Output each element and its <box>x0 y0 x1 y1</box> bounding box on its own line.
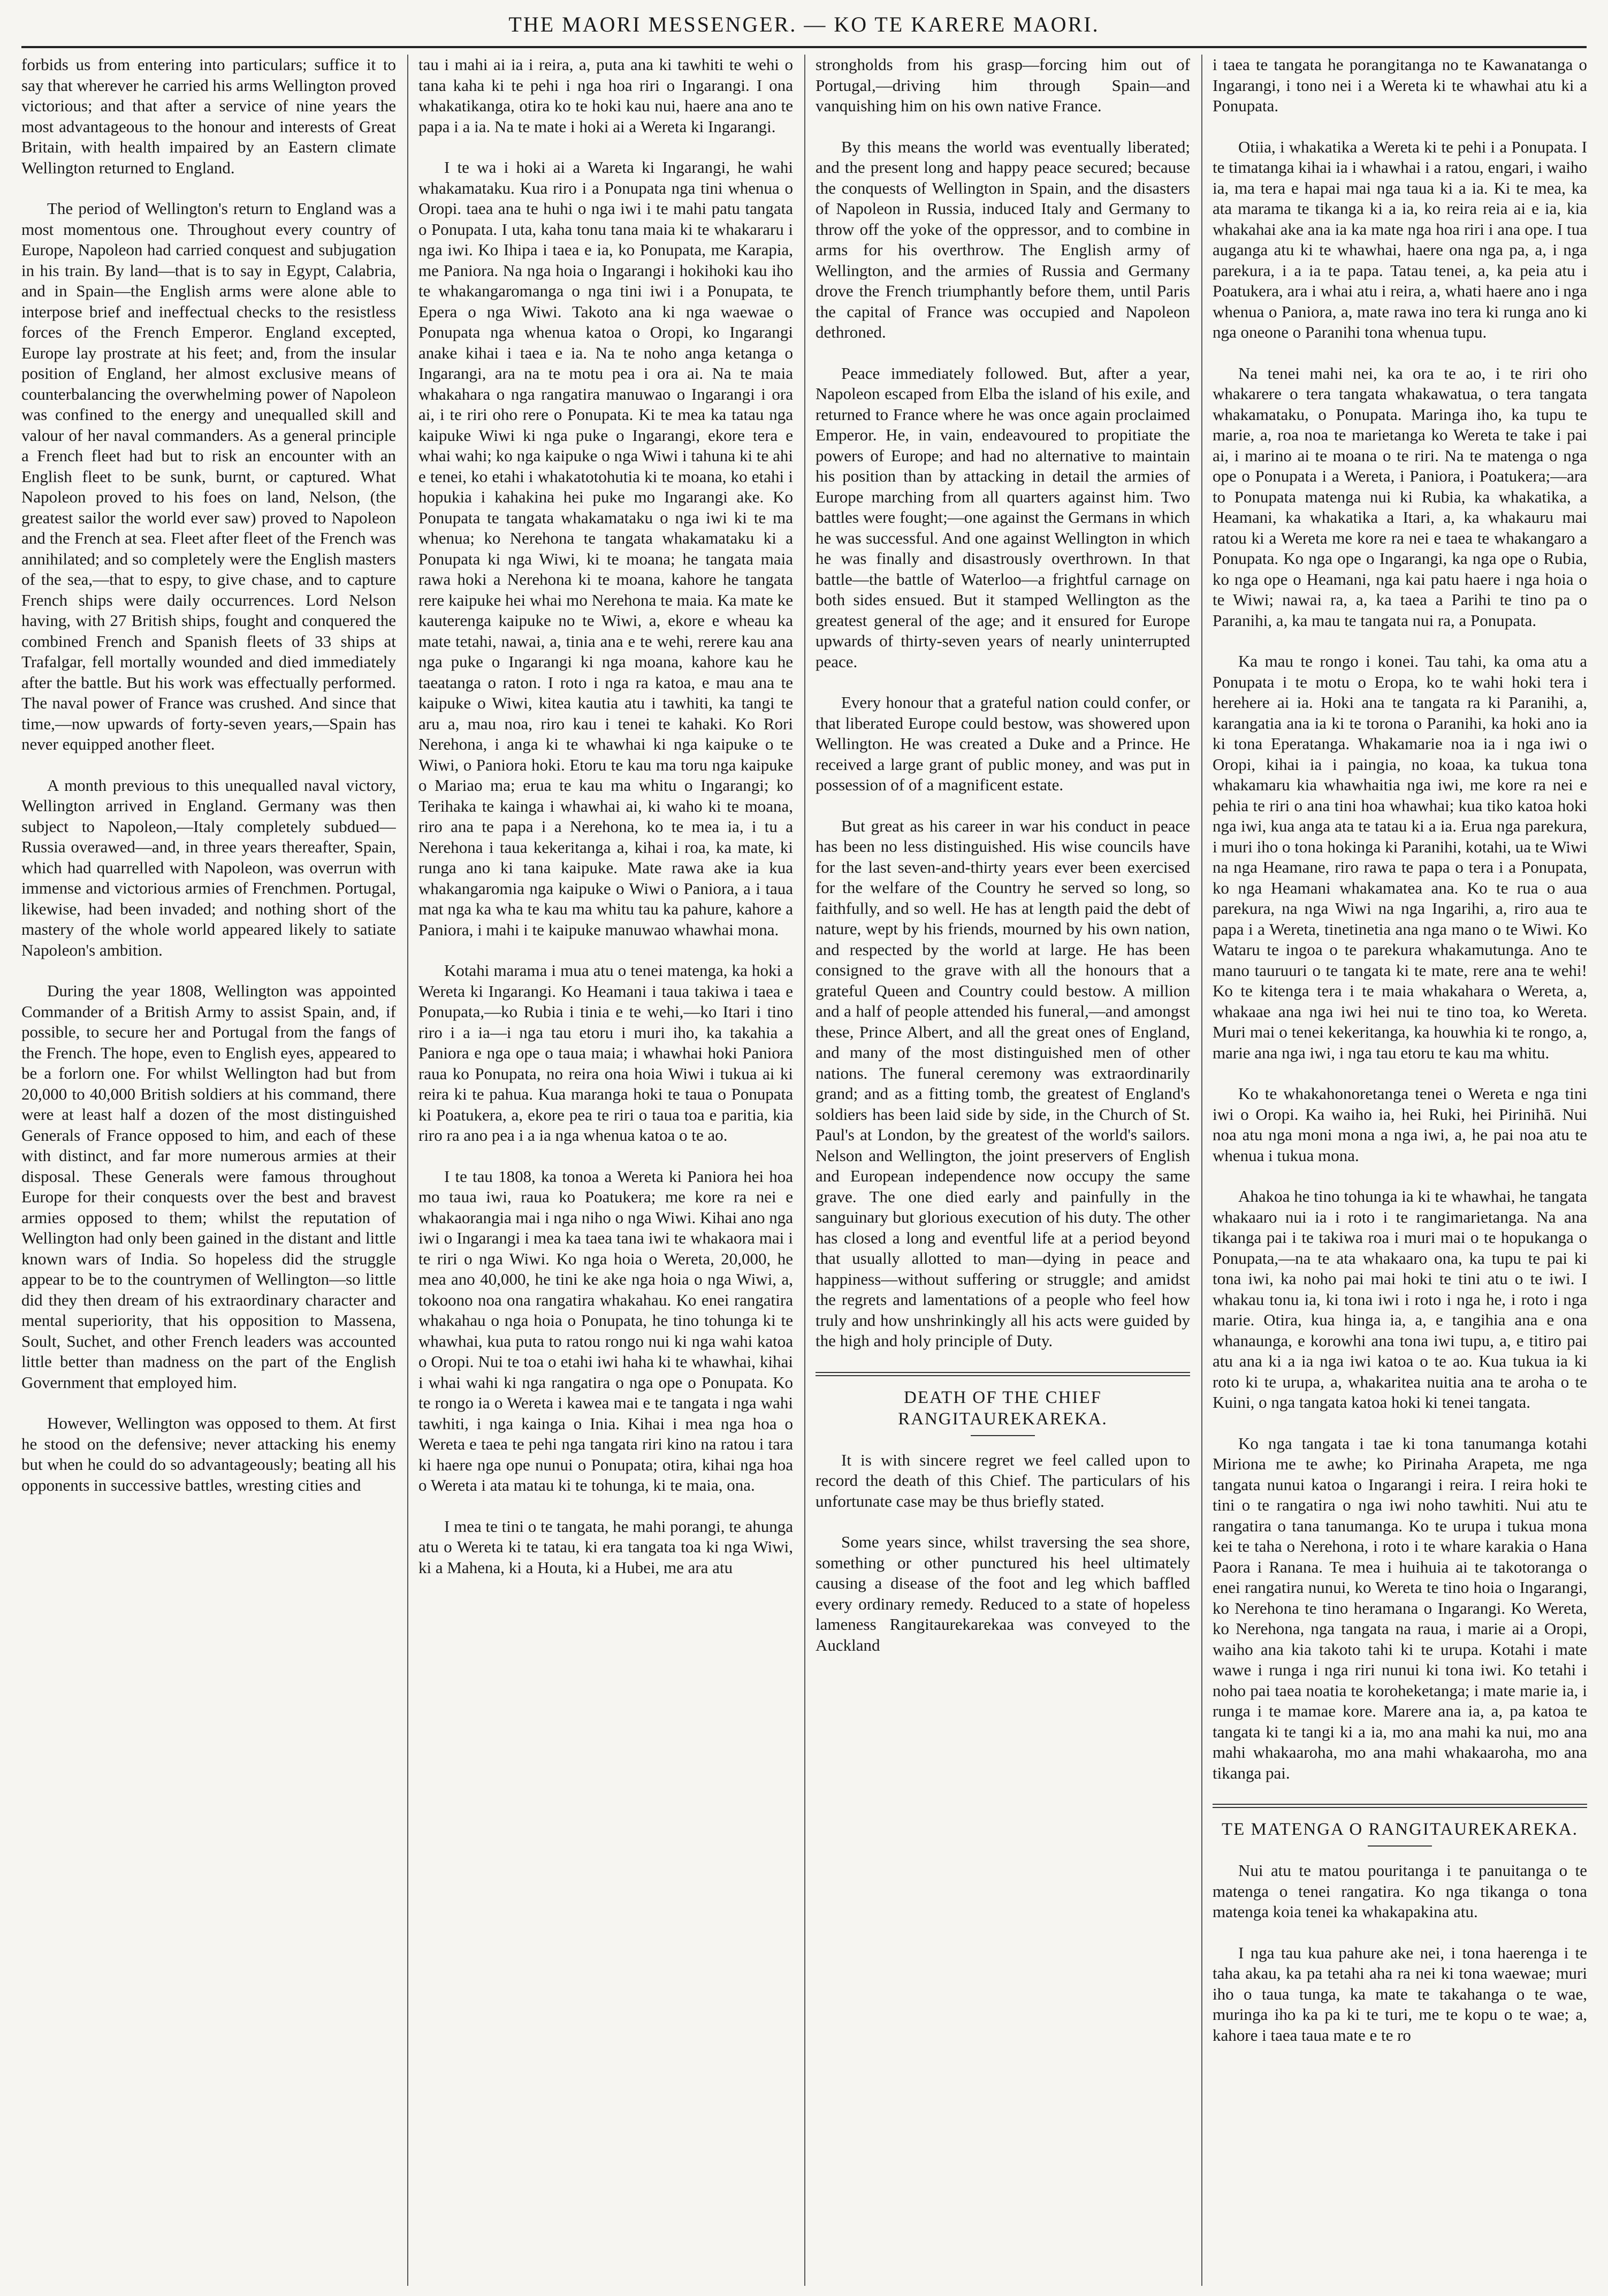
page-columns <box>21 55 1587 2286</box>
column-1 <box>21 55 396 2286</box>
masthead-rule <box>21 46 1587 48</box>
paragraph: A month previous to this unequalled naval victory, Wellington arrived in England. Germany was then subject to Napoleon,—Italy completely subdued—Russia overawed—and, in three years thereafter, Spain, which had quarrelled with Napoleon, was overrun with immense and victorious armies of Frenchmen. Portugal, likewise, had been invaded; and nothing short of the mastery of the whole world appeared likely to satiate Napoleon's ambition. <box>21 775 396 959</box>
paragraph: strongholds from his grasp—forcing him out of Portugal,—driving him through Spain—and vanquishing him on his own native France. <box>816 55 1190 115</box>
paragraph: I te tau 1808, ka tonoa a Wereta ki Paniora hei hoa mo taua iwi, raua ko Poatukera; me kore ra nei e whakaorangia mai i nga niho o nga Wiwi. Kihai ano nga iwi o Ingarangi i mea ka taea tana iwi te whakaora mai i te riri o nga Wiwi. Ko nga hoia o Wereta, 20,000, he mea ano 40,000, he tini ke ake nga hoia o nga Wiwi, a, tokoono noa ona rangatira whakahau. Ko enei rangatira whakahau o nga hoia o Ponupata, he tino tohunga ki te whawhai, kua puta to ratou rongo nui ki nga wahi katoa o Oropi. Nui te toa o etahi iwi haha ki te whawhai, kihai i whai wahi ki nga rangatira o nga ope o Ponupata. Ko te rongo ia o Wereta i kawea mai e te tangata i nga wahi tawhiti, i nga kainga o Inia. Kihai i mea nga hoa o Wereta e taea te pehi nga tangata riri kino na ratou i tara ki haere nga ope nunui o Ponupata; otira, kihai nga hoa o Wereta i ata matau ki te tohunga, ki te maia, ona. <box>418 1166 793 1494</box>
column-divider <box>804 55 805 2286</box>
paragraph: forbids us from entering into particulars; suffice it to say that wherever he carried his arms Wellington proved victorious; and that after a service of nine years the most advantageous to the honour and interests of Great Britain, with health impaired by an Eastern climate Wellington returned to England. <box>21 55 396 177</box>
heading-rule <box>1368 1845 1432 1847</box>
paragraph: I te wa i hoki ai a Wareta ki Ingarangi, he wahi whakamataku. Kua riro i a Ponupata nga tini whenua o Oropi. taea ana te huhi o nga iwi i te mahi patu tangata o Ponupata. I uta, kaha tonu tana maia ki te whakararu i nga iwi. Ko Ihipa i taea e ia, ko Ponupata, me Karapia, me Paniora. Na nga hoia o Ingarangi i hokihoki kau iho te whakangaromanga o nga tini iwi i a Ponupata, te Epera o nga Wiwi. Takoto ana ki nga waewae o Ponupata nga whenua katoa o Oropi, ko Ingarangi anake kihai i taea e ia. Na te noho anga ketanga o Ingarangi, ara na te motu pea i ora ai. Na te maia whakahara o nga rangatira manuwao o Ingarangi i ora ai, i te riri oho rere o Ponupata. Ki te mea ka tatau nga kaipuke Wiwi ki nga puke o Ingarangi, ekore tera e whai wahi; ko nga kaipuke o nga Wiwi i tahuna ki te ahi e tenei, ko etahi i whakatotohutia ki te moana, ko etahi i hopukia i kahakina hei puke mo Ingarangi ake. Ko Ponupata te tangata whakamataku o nga iwi ki te ma whenua; ko Nerehona te tangata whakamataku ki a Ponupata ki nga Wiwi, ki te moana; he tangata maia rawa hoki a Nerehona ki te moana, kahore he tangata rere kaipuke hei whai mo Nerehona te maia. Ka mate ke kauterenga kaipuke no te Wiwi, a, ekore e wheau ka mate tetahi, nawai, a, tinia ana e te wehi, rerere kau ana nga puke o Ingarangi ki nga moana, kahore kau he taeatanga o raton. I roto i nga ra katoa, e mau ana te kaipuke o Wiwi, kitea kautia atu i tawhiti, ka tangi te aru a, mau noa, riro kau i tenei te kahaki. Ko Rori Nerehona, i anga ki te whawhai ki nga kaipuke o te Wiwi, o Paniora hoki. Etoru te kau ma toru nga kaipuke o Mariao ma; erua te kau ma whitu o Ingarangi; ko Terihaka te kainga i whawhai ai, ki waho ki te moana, riro ana te papa i a Nerehona, ko te mea ia, i tu a Nerehona i taua kekeritanga a, kihai i roa, ka mate, ki runga ano ki tana kaipuke. Mate rawa ake ia kua whakangaromia nga kaipuke o Wiwi o Paniora, a i taua mat nga ka wha te kau ma whitu tau ka pahure, kahore a Paniora, i mahi i te kaipuke manuwao whawhai mona. <box>418 158 793 939</box>
article-heading-death-mi: TE MATENGA O RANGITAUREKAREKA. <box>1222 1820 1578 1839</box>
paragraph: During the year 1808, Wellington was appointed Commander of a British Army to assist Spain, and, if possible, to secure her and Portugal from the fangs of the French. The hope, even to English eyes, appeared to be a forlorn one. For whilst Wellington had but from 20,000 to 40,000 British soldiers at his command, there were at least half a dozen of the most distinguished Generals of France opposed to him, and each of these with distinct, and far more numerous armies at their disposal. These Generals were famous throughout Europe for their conquests over the best and bravest armies opposed to them; whilst the reputation of Wellington had only been gained in the distant and little known wars of India. So hopeless did the struggle appear to be to the countrymen of Wellington—so little did they then dream of his extraordinary character and mental superiority, that his opposition to Massena, Soult, Suchet, and other French leaders was accounted little better than madness on the part of the English Government that employed him. <box>21 981 396 1392</box>
article-heading-death-en: DEATH OF THE CHIEF RANGITAUREKAREKA. <box>898 1387 1108 1429</box>
column-divider <box>1201 55 1202 2286</box>
paragraph: However, Wellington was opposed to them. At first he stood on the defensive; never attacking his enemy but when he could do so advantageously; beating all his opponents in successive battles, wresting cities and <box>21 1414 396 1494</box>
paragraph: Nui atu te matou pouritanga i te panuitanga o te matenga o tenei rangatira. Ko nga tikanga o tona matenga koia tenei ka whakapakina atu. <box>1213 1861 1587 1921</box>
paragraph: Peace immediately followed. But, after a year, Napoleon escaped from Elba the island of his exile, and returned to France where he was once again proclaimed Emperor. He, in vain, endeavoured to propitiate the powers of Europe; and had no alternative to maintain his position than by attacking in detail the armies of Europe marching from all quarters against him. Two battles were fought;—one against the Germans in which he was successful. And one against Wellington in which he was finally and disastrously overthrown. In that battle—the battle of Waterloo—a frightful carnage on both sides ensued. But it stamped Wellington as the greatest general of the age; and it ensured for Europe upwards of thirty-seven years of nearly uninterrupted peace. <box>816 363 1190 671</box>
paragraph: Some years since, whilst traversing the sea shore, something or other punctured his heel ultimately causing a disease of the foot and leg which baffled every ordinary remedy. Reduced to a state of hopeless lameness Rangitaurekarekaa was conveyed to the Auckland <box>816 1532 1190 1654</box>
paragraph: The period of Wellington's return to England was a most momentous one. Throughout every country of Europe, Napoleon had carried conquest and subjugation in his train. By land—that is to say in Egypt, Calabria, and in Spain—the English arms were alone able to interpose brief and ineffectual checks to the resistless forces of the French Emperor. England excepted, Europe lay prostrate at his feet; and, from the insular position of England, her almost exclusive means of counterbalancing the overwhelming power of Napoleon was confined to the energy and unequalled skill and valour of her naval commanders. As a general principle a French fleet had but to risk an encounter with an English fleet to be sunk, burnt, or captured. What Napoleon proved to his foes on land, Nelson, (the greatest sailor the world ever saw) proved to Napoleon and the French at sea. Fleet after fleet of the French was annihilated; and so completely were the English masters of the sea,—that to espy, to give chase, and to capture French ships were daily occurrences. Lord Nelson having, with 27 British ships, fought and conquered the combined French and Spanish fleets of 33 ships at Trafalgar, fell mortally wounded and died immediately after the battle. But his work was effectually performed. The naval power of France was crushed. And since that time,—now upwards of forty-seven years,—Spain has never equipped another fleet. <box>21 199 396 753</box>
heading-rule <box>971 1435 1035 1436</box>
section-divider <box>1213 1804 1587 1808</box>
paragraph: Every honour that a grateful nation could confer, or that liberated Europe could bestow, was showered upon Wellington. He was created a Duke and a Prince. He received a large grant of public money, and was put in possession of of a magnificent estate. <box>816 693 1190 794</box>
paragraph: Ko te whakahonoretanga tenei o Wereta e nga tini iwi o Oropi. Ka waiho ia, hei Ruki, hei Pirinihā. Nui noa atu nga moni mona a nga iwi, a, he pai noa atu te whenua i tukua mona. <box>1213 1084 1587 1165</box>
paragraph: Kotahi marama i mua atu o tenei matenga, ka hoki a Wereta ki Ingarangi. Ko Heamani i taua takiwa i taea e Ponupata,—ko Rubia i tinia e te wehi,—ko Itari i tino riro i a ia—i nga tau etoru i muri iho, ka takahia a Paniora e nga ope o taua maia; i whawhai hoki Paniora raua ko Ponupata, no reira ona hoia Wiwi i tukua ai ki reira ki te pahua. Kua maranga hoki te taua o Ponupata ki Poatukera, a, ekore pea te riri o taua toa e paritia, kia riro ra ano pea i a ia nga whenua katoa o te ao. <box>418 961 793 1145</box>
paragraph: Ahakoa he tino tohunga ia ki te whawhai, he tangata whakaaro nui ia i roto i te rangimarietanga. Na ana tikanga pai i te takiwa roa i muri mai o te hopukanga o Ponupata,—na te ata whakaaro ona, ka tupu te pai ki tona iwi, ka noho pai mai hoki te tini atu o te iwi. I whakau tonu ia, ki tona iwi i roto i nga he, i roto i nga marie. Otira, kua hinga ia, a, e tangihia ana e ona whanaunga, e korowhi ana tona iwi tupu, a, e titiro pai atu ana ki a ia nga iwi katoa o te ao. Kua tukua ia ki roto ki te urupa, a, whakaritea nuitia ana te aroha o te Kuini, o nga tangata katoa hoki ki tenei tangata. <box>1213 1187 1587 1412</box>
column-divider <box>407 55 408 2286</box>
masthead-title: THE MAORI MESSENGER. — KO TE KARERE MAORI. <box>508 12 1100 36</box>
column-2 <box>418 55 793 2286</box>
paragraph: tau i mahi ai ia i reira, a, puta ana ki tawhiti te wehi o tana kaha ki te pehi i nga hoa riri o Ingarangi. I ona whakatikanga, otira ko te hoki kau nui, haere ana ano te papa i a ia. Na te mate i hoki ai a Wereta ki Ingarangi. <box>418 55 793 136</box>
paragraph: I nga tau kua pahure ake nei, i tona haerenga i te taha akau, ka pa tetahi aha ra nei ki tona waewae; muri iho o taua tunga, ka mate te takahanga o te wae, muringa iho ka pa ki te turi, me te kopu o te wae; a, kahore i taea taua mate e te ro <box>1213 1943 1587 2045</box>
paragraph: I mea te tini o te tangata, he mahi porangi, te ahunga atu o Wereta ki te tatau, ki era tangata toa ki nga Wiwi, ki a Mahena, ki a Houta, ki a Hubei, me ara atu <box>418 1516 793 1577</box>
paragraph: Otiia, i whakatika a Wereta ki te pehi i a Ponupata. I te timatanga kihai ia i whawhai i a ratou, engari, i waiho ia, ma tera e hapai mai nga taua ki a ia. Ki te mea, ka ata marama te tikanga ki a ia, ko reira reia ai e ia, kia whakahai ake ana ia ka mate nga hoa riri i ana ope. I tua auganga atu ki te whawhai, haere ona nga pa, a, i nga parekura, i a ia te papa. Tatau tenei, a, ka peia atu i Poatukera, ara i whai atu i reira, a, whati haere ano i nga whenua o Paniora, a, mate rawa ino tera ki runga ano ki nga oneone o Paranihi tona whenua tupu. <box>1213 137 1587 341</box>
paragraph: By this means the world was eventually liberated; and the present long and happy peace secured; because the conquests of Wellington in Spain, and the disasters of Napoleon in Russia, induced Italy and Germany to throw off the yoke of the oppressor, and to combine in arms for his overthrow. The English army of Wellington, and the armies of Russia and Germany drove the French triumphantly before them, until Paris the capital of France was occupied and Napoleon dethroned. <box>816 137 1190 341</box>
column-3 <box>816 55 1190 2286</box>
paragraph: i taea te tangata he porangitanga no te Kawanatanga o Ingarangi, i tono nei i a Wereta ki te whawhai atu ki a Ponupata. <box>1213 55 1587 115</box>
paragraph: Ko nga tangata i tae ki tona tanumanga kotahi Miriona me te awhe; ko Pirinaha Arapeta, me nga tangata nunui katoa o Ingarangi i reira. I reira hoki te tini o te rangatira o nga iwi noho tawhiti. Nui atu te rangatira o tana tanumanga. Ko te urupa i tukua mona kei te taha o Nerehona, i roto i te whare karakia o Hana Paora i Ranana. Te mea i huihuia ai te takotoranga o enei rangatira nunui, ko Wereta te tino hoia o Ingarangi, ko Nerehona te tino heramana o Ingarangi. Ko Wereta, ko Nerehona, nga tangata na raua, i marie ai a Oropi, waiho ana kia takoto tahi ki te urupa. Kotahi i mate wawe i runga i nga riri nunui ki tona iwi. Ko tetahi i noho pai taea noatia te koroheketanga; i mate marie ia, i runga i te mamae kore. Marere ana ia, a, pa katoa te tangata ki te tangi ki a ia, mo ana mahi ka nui, mo ana mahi whakaaroha, mo ana mahi whakaaroha, mo ana tikanga pai. <box>1213 1433 1587 1782</box>
paragraph: But great as his career in war his conduct in peace has been no less distinguished. His wise councils have for the last seven-and-thirty years ever been exercised for the welfare of the Country he served so long, so faithfully, and so well. He has at length paid the debt of nature, wept by his friends, mourned by his own nation, and respected by the world at large. He has been consigned to the grave with all the honours that a grateful Queen and Country could bestow. A million and a half of people attended his funeral,—and amongst these, Prince Albert, and all the great ones of England, and many of the most distinguished men of other nations. The funeral ceremony was extraordinarily grand; and as a fitting tomb, the greatest of England's soldiers has been laid side by side, in the Church of St. Paul's at London, by the greatest of the world's sailors. Nelson and Wellington, the joint preservers of English and European independence now occupy the same grave. The one died early and painfully in the sanguinary but glorious execution of his duty. The other has closed a long and eventful life at a period beyond that usually allotted to man—dying in peace and happiness—without suffering or struggle; and amidst the regrets and lamentations of a people who feel how truly and how unshrinkingly all his acts were guided by the high and holy principle of Duty. <box>816 816 1190 1350</box>
section-divider <box>816 1372 1190 1376</box>
paragraph: It is with sincere regret we feel called upon to record the death of this Chief. The particulars of his unfortunate case may be thus briefly stated. <box>816 1450 1190 1511</box>
column-4 <box>1213 55 1587 2286</box>
paragraph: Na tenei mahi nei, ka ora te ao, i te riri oho whakarere o tera tangata whakawatua, o tera tangata whakamataku, o Ponupata. Maringa iho, ka tupu te marie, a, roa noa te marietanga ko Wereta te take i pai ai, i marino ai te moana o te riri. Na te matenga o nga ope o Ponupata i a Wereta, i Paniora, i Poatukera;—ara to Ponupata matenga nui ki Rubia, ka whakatika, a Heamani, ka whakatika a Itari, a, ka whakauru mai ratou ki a Wereta me kore ra nei e taea te whakangaro a Ponupata. Ko nga ope o Ingarangi, ka nga ope o Rubia, ko nga ope o Heamani, nga kai patu haere i nga hoia o te Wiwi; nawai ra, a, ka taea a Parihi te tino pa o Paranihi, a, ka mau te tangata nui ra, a Ponupata. <box>1213 363 1587 630</box>
paragraph: Ka mau te rongo i konei. Tau tahi, ka oma atu a Ponupata i te motu o Eropa, ko te wahi hoki tera i herehere ai ia. Hoki ana te tangata ra ki Paranihi, a, karangatia ana ia ki te torona o Paranihi, ka hoki ano ia ki tona Eperatanga. Whakamarie noa ia i nga iwi o Oropi, kihai ia i paingia, no koaa, ka tukua tona whakamaru kia whawhaitia nga iwi, me kore ra nei e pehia te riri o ana tini hoa whawhai; kua tiko katoa hoki nga iwi, kua anga ata te tatau ki a ia. Erua nga parekura, i muri iho o tona hokinga ki Paranihi, kotahi, ua te Wiwi na nga Heamane, riro rawa te papa o tera i a Ponupata, ko nga Heamani whakamatea ana. Ko te rua o aua parekura, na nga Wiwi na nga Ingarihi, a, riro aua te papa i a Wereta, tinetinetia ana nga mano o te Wiwi. Ko Wataru te ingoa o te parekura whakamutunga. Ano te mano tauruuri o te tangata ki te mate, rere ana te wehi! Ko te kitenga tera i te maia whakahara o Wereta, a, whakaae ana nga iwi hei nui te tino toa, ko Wereta. Muri mai o tenei kekeritanga, ka houwhia ki te rongo, a, marie ana nga iwi, i nga tau etoru te kau ma whitu. <box>1213 652 1587 1062</box>
